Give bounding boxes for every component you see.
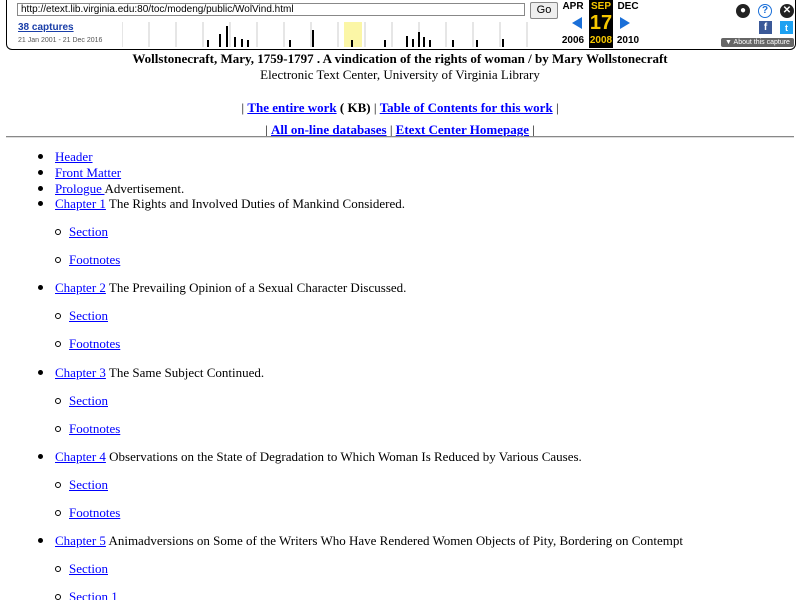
homepage-link[interactable]: Etext Center Homepage — [395, 122, 530, 137]
wayback-toolbar — [0, 0, 800, 52]
list-item — [69, 252, 120, 268]
circle-bullet-icon — [55, 426, 61, 432]
footnotes-link[interactable]: Footnotes — [69, 505, 121, 520]
footnotes-link[interactable]: Footnotes — [69, 252, 121, 267]
list-item — [55, 365, 264, 381]
captures-date-range: 21 Jan 2001 - 21 Dec 2016 — [18, 37, 103, 44]
prologue-title: Advertisement. — [104, 181, 185, 196]
list-item — [69, 336, 120, 352]
current-month: SEP — [590, 1, 611, 12]
list-item — [55, 280, 406, 296]
nav-row-1 — [0, 97, 800, 119]
list-item — [69, 589, 118, 600]
help-icon[interactable]: ? — [758, 4, 772, 18]
circle-bullet-icon — [55, 229, 61, 235]
circle-bullet-icon — [55, 313, 61, 319]
page-title: Wollstonecraft, Mary, 1759-1797 . A vindication of the rights of woman / by Mary Wollstonecraft — [132, 51, 668, 66]
chapter-link[interactable]: Chapter 5 — [55, 533, 106, 548]
chapter-link[interactable]: Chapter 3 — [55, 365, 106, 380]
circle-bullet-icon — [55, 482, 61, 488]
nav-separator: | — [241, 100, 245, 115]
list-item — [69, 505, 120, 521]
next-capture-arrow-icon[interactable] — [620, 17, 630, 29]
about-capture-label: About this capture — [733, 39, 790, 46]
chapter-title: Observations on the State of Degradation to Which Woman Is Reduced by Various Causes. — [105, 449, 582, 464]
capture-sparkline[interactable] — [122, 22, 554, 47]
nav-separator: | — [555, 100, 559, 115]
list-item — [69, 308, 108, 324]
nav-separator: | — [265, 122, 268, 137]
twitter-icon[interactable]: t — [780, 21, 793, 34]
bullet-icon — [38, 170, 43, 175]
list-item — [55, 149, 93, 165]
list-item — [55, 196, 405, 212]
list-item — [55, 165, 121, 181]
wayback-toolbar-frame — [6, 0, 796, 50]
circle-bullet-icon — [55, 510, 61, 516]
bullet-icon — [38, 285, 43, 290]
section-link[interactable]: Section — [69, 308, 108, 323]
list-item — [69, 561, 108, 577]
header-link[interactable]: Header — [55, 149, 93, 164]
navigation-links — [0, 97, 800, 141]
facebook-icon[interactable]: f — [759, 21, 772, 34]
nav-separator: | — [532, 122, 535, 137]
chapter-link[interactable]: Chapter 1 — [55, 196, 106, 211]
prev-month-label[interactable]: APR — [562, 1, 584, 12]
entire-work-link[interactable]: The entire work — [247, 100, 337, 115]
prev-year-label[interactable]: 2006 — [561, 35, 585, 46]
chapter-link[interactable]: Chapter 2 — [55, 280, 106, 295]
circle-bullet-icon — [55, 566, 61, 572]
circle-bullet-icon — [55, 257, 61, 263]
list-item — [55, 181, 184, 197]
section-link[interactable]: Section 1 — [69, 589, 118, 600]
current-day: 17 — [589, 12, 613, 34]
bullet-icon — [38, 186, 43, 191]
section-link[interactable]: Section — [69, 477, 108, 492]
chapter-link[interactable]: Chapter 4 — [55, 449, 106, 464]
wayback-go-button[interactable]: Go — [530, 2, 558, 19]
chapter-title: Animadversions on Some of the Writers Who Have Rendered Women Objects of Pity, Bordering on Contempt — [105, 533, 683, 548]
section-link[interactable]: Section — [69, 393, 108, 408]
chapter-title: The Rights and Involved Duties of Mankind Considered. — [105, 196, 405, 211]
section-link[interactable]: Section — [69, 561, 108, 576]
wayback-url-input[interactable]: http://etext.lib.virginia.edu:80/toc/modeng/public/WolVind.html — [17, 3, 525, 16]
circle-bullet-icon — [55, 398, 61, 404]
nav-separator: | — [389, 122, 393, 137]
toc-link[interactable]: Table of Contents for this work — [379, 100, 553, 115]
current-capture-date — [589, 0, 613, 48]
bullet-icon — [38, 454, 43, 459]
list-item — [69, 224, 108, 240]
list-item — [69, 477, 108, 493]
list-item — [55, 533, 683, 549]
next-year-label[interactable]: 2010 — [616, 35, 640, 46]
chapter-title: The Same Subject Continued. — [105, 365, 265, 380]
next-month-label[interactable]: DEC — [617, 1, 639, 12]
current-year: 2008 — [589, 35, 613, 46]
footnotes-link[interactable]: Footnotes — [69, 336, 121, 351]
circle-bullet-icon — [55, 594, 61, 600]
prologue-link[interactable]: Prologue — [55, 181, 105, 196]
footnotes-link[interactable]: Footnotes — [69, 421, 121, 436]
list-item — [69, 393, 108, 409]
publisher-line: Electronic Text Center, University of Virginia Library — [260, 67, 540, 82]
document-header — [0, 51, 800, 83]
prev-capture-arrow-icon[interactable] — [572, 17, 582, 29]
captures-link[interactable]: 38 captures — [18, 22, 74, 33]
about-capture-button[interactable]: ▼ About this capture — [721, 38, 794, 47]
kb-size: ( KB) — [339, 100, 371, 115]
bullet-icon — [38, 154, 43, 159]
nav-separator: | — [373, 100, 377, 115]
bullet-icon — [38, 370, 43, 375]
horizontal-rule — [6, 136, 794, 138]
list-item — [55, 449, 582, 465]
bullet-icon — [38, 201, 43, 206]
close-icon[interactable]: ✕ — [780, 4, 794, 18]
databases-link[interactable]: All on-line databases — [270, 122, 387, 137]
list-item — [69, 421, 120, 437]
user-icon[interactable]: ● — [736, 4, 750, 18]
front-matter-link[interactable]: Front Matter — [55, 165, 122, 180]
bullet-icon — [38, 538, 43, 543]
section-link[interactable]: Section — [69, 224, 108, 239]
circle-bullet-icon — [55, 341, 61, 347]
chapter-title: The Prevailing Opinion of a Sexual Character Discussed. — [105, 280, 407, 295]
